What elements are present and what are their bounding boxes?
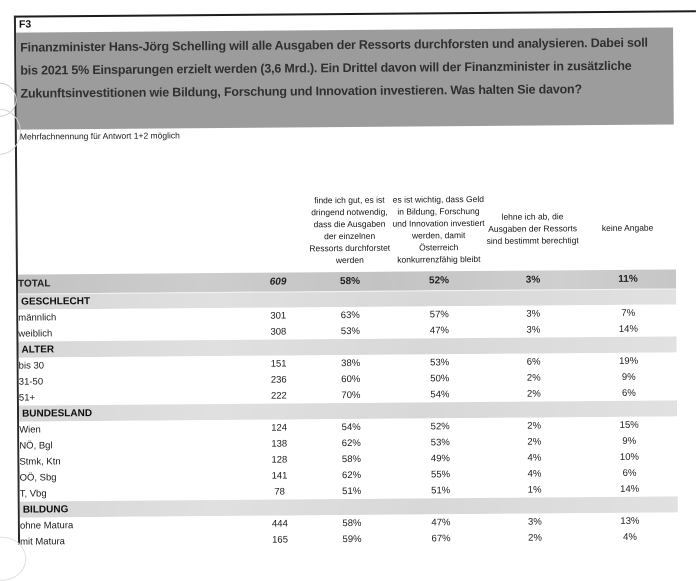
row-percent-value: 47% [431, 516, 451, 528]
row-n-value: 222 [270, 389, 287, 402]
row-percent-value: 57% [429, 308, 449, 320]
row-percent-value: 58% [342, 517, 362, 529]
column-header-4: keine Angabe [601, 222, 654, 234]
row-percent-value: 7% [621, 307, 636, 319]
row-percent-value: 11% [580, 269, 676, 289]
row-percent-value: 15% [619, 419, 639, 431]
row-n-value: 236 [270, 374, 287, 386]
row-n-value: 444 [271, 517, 288, 530]
row-label: OÖ, Sbg [19, 471, 57, 484]
row-label: Stmk, Ktn [19, 455, 61, 468]
row-percent-value: 53% [430, 436, 450, 448]
row-percent-value: 2% [528, 532, 542, 544]
row-percent-value: 50% [430, 372, 450, 384]
row-n-value: 141 [271, 469, 288, 482]
row-percent-value: 3% [527, 516, 542, 528]
row-percent-value: 19% [619, 355, 639, 367]
row-percent-value: 6% [622, 467, 637, 479]
row-label: 51+ [18, 391, 36, 404]
row-percent-value: 70% [341, 389, 361, 401]
section-label: BILDUNG [22, 503, 69, 516]
row-percent-value: 2% [526, 372, 541, 384]
row-label: NÖ, Bgl [19, 439, 53, 452]
row-label: TOTAL [18, 273, 248, 294]
row-percent-value: 58% [341, 453, 361, 465]
row-percent-value: 62% [341, 437, 361, 449]
header-row [17, 185, 676, 274]
row-percent-value: 49% [430, 452, 450, 464]
row-percent-value: 67% [431, 532, 451, 544]
row-percent-value: 58% [308, 272, 392, 292]
row-n-value: 128 [271, 453, 288, 466]
row-percent-value: 54% [341, 421, 361, 433]
row-n-value: 609 [248, 272, 308, 291]
section-label: BUNDESLAND [21, 407, 93, 420]
column-header-2: es ist wichtig, dass Geld in Bildung, Forschung und Innovation investiert werden, damit Österreich konkurrenzfähig bleibt [392, 193, 485, 265]
row-percent-value: 3% [526, 324, 541, 336]
row-n-value: 151 [270, 358, 287, 370]
question-code: F3 [18, 18, 32, 31]
row-label: ohne Matura [19, 519, 74, 532]
row-label: 31-50 [18, 375, 44, 388]
row-percent-value: 51% [342, 485, 362, 497]
row-percent-value: 1% [527, 484, 542, 496]
header-label-spacer [17, 189, 248, 275]
row-percent-value: 3% [486, 270, 580, 290]
row-label: weiblich [18, 327, 53, 340]
row-percent-value: 4% [527, 452, 542, 464]
row-n-value: 78 [274, 486, 285, 498]
column-header-1: finde ich gut, es ist dringend notwendig, dass die Ausgaben der einzelnen Ressorts durchforstet werden [309, 194, 391, 266]
crosstab-body [18, 269, 678, 549]
row-percent-value: 62% [341, 469, 362, 481]
row-percent-value: 2% [527, 436, 542, 448]
row-percent-value: 63% [340, 309, 360, 321]
top-border-rule [14, 10, 696, 17]
row-percent-value: 2% [527, 420, 542, 432]
row-percent-value: 2% [526, 388, 541, 400]
row-percent-value: 9% [622, 435, 637, 447]
row-percent-value: 54% [430, 388, 450, 400]
row-label: Wien [19, 423, 41, 436]
multi-answer-note: Mehrfachnennung für Antwort 1+2 möglich [19, 130, 180, 142]
question-text: Finanzminister Hans-Jörg Schelling will alle Ausgaben der Ressorts durchforsten und analysieren. Dabei soll bis 2021 5% Einsparungen erzielt werden (3,6 Mrd.). Ein Drittel davon will der Finanzminister in zusätzliche Zukunftsinvestitionen wie Bildung, Forschung und Innovation investieren. Was halten Sie davon? [20, 35, 648, 101]
section-label: ALTER [21, 343, 55, 356]
row-percent-value: 14% [620, 483, 640, 495]
header-n-spacer [247, 188, 308, 272]
row-label: mit Matura [20, 535, 65, 548]
row-label: bis 30 [18, 359, 45, 372]
row-percent-value: 3% [526, 308, 541, 320]
column-header-3: lehne ich ab, die Ausgaben der Ressorts sind bestimmt berechtigt [486, 211, 579, 246]
row-label: T, Vbg [19, 487, 47, 500]
row-percent-value: 13% [620, 515, 640, 527]
section-label: GESCHLECHT [21, 295, 91, 308]
row-percent-value: 6% [526, 356, 541, 368]
row-percent-value: 53% [430, 356, 450, 368]
question-text-box [16, 27, 674, 129]
row-percent-value: 6% [621, 387, 636, 399]
row-percent-value: 4% [623, 531, 637, 543]
row-percent-value: 52% [430, 420, 450, 432]
crosstab-table [17, 185, 678, 549]
row-n-value: 138 [271, 437, 288, 450]
row-n-value: 308 [270, 326, 287, 338]
row-percent-value: 53% [340, 325, 360, 337]
row-n-value: 124 [271, 421, 288, 434]
row-n-value: 301 [270, 310, 287, 322]
row-percent-value: 60% [341, 373, 361, 385]
row-percent-value: 4% [527, 468, 542, 480]
row-label: männlich [18, 311, 57, 324]
row-n-value: 165 [272, 533, 289, 546]
row-percent-value: 55% [430, 468, 451, 480]
row-percent-value: 9% [621, 371, 636, 383]
row-percent-value: 47% [429, 324, 449, 336]
row-percent-value: 10% [619, 451, 639, 463]
crosstab-header [17, 185, 676, 274]
row-percent-value: 38% [341, 357, 361, 369]
row-percent-value: 52% [392, 271, 486, 291]
row-percent-value: 51% [431, 484, 451, 496]
row-percent-value: 14% [618, 323, 638, 335]
row-percent-value: 59% [342, 533, 362, 545]
